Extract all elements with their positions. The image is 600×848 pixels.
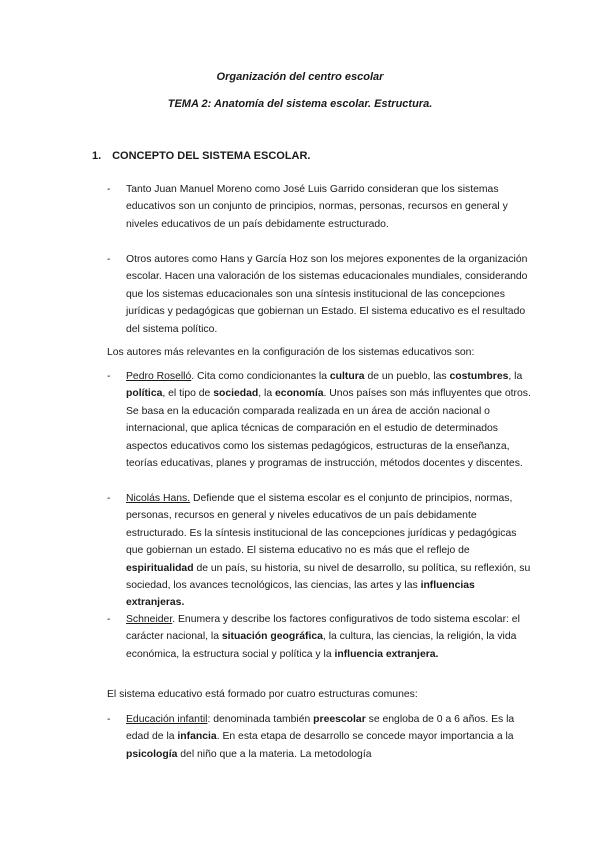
authors-intro: Los autores más relevantes en la configuración de los sistemas educativos son: [107,347,475,358]
bold-term: influencia extranjera. [334,648,439,660]
text-run: . En esta etapa de desarrollo se concede mayor importancia a la [216,731,514,743]
bold-term: preescolar [313,714,366,725]
list-dash: - [107,493,111,504]
text-run: , la cultura, las ciencias, la religión, la vida económica, la estructura social y política y la [126,631,517,660]
text-run: . Cita como condicionantes la [191,371,330,382]
bold-term: cultura [329,371,365,382]
list-dash: - [107,184,111,195]
list-item-text [126,711,532,763]
bold-term: situación geográfica [221,631,323,643]
text-run: , el tipo de [162,388,214,400]
author-rosello [107,368,532,472]
text-run: , la [508,371,523,382]
text-run: de un pueblo, las [364,371,450,382]
text-run: . Enumera y describe los factores configurativos de todo sistema escolar: el carácter nacional, la [126,614,520,643]
list-item-text [126,368,532,472]
list-item-text [126,611,532,663]
section-number: 1. [92,150,102,162]
author-hans [107,490,532,612]
list-item-text [126,490,532,612]
list-dash: - [107,254,111,265]
author-name: Nicolás Hans. [126,493,191,504]
author-name: Pedro Roselló [126,371,192,382]
bold-term: influencias extranjeras. [126,580,475,609]
section-heading [92,150,311,162]
list-item [107,181,532,233]
text-run: se engloba de 0 a 6 años. Es la edad de la [126,714,515,743]
text-run: : denominada también [207,714,314,725]
structure-name: Educación infantil [126,714,208,725]
text-run: del niño que a la materia. La metodología [177,748,372,760]
text-run: . Unos países son más influyentes que otros. Se basa en la educación comparada realizada en un área de acción nacional o internacional, que aplica técnicas de comparación en el estudio de determinados aspectos educativos como los sistemas pedagógicos, estructuras de la enseñanza, teorías educativas, planes y programas de instrucción, métodos docentes y discentes. [126,388,531,470]
bold-term: costumbres [449,371,509,382]
list-dash: - [107,371,111,382]
list-dash: - [107,614,111,625]
bold-term: economía [275,388,324,400]
course-title: Organización del centro escolar [216,71,384,83]
author-schneider [107,611,532,663]
section-title: CONCEPTO DEL SISTEMA ESCOLAR. [112,150,311,162]
list-item-text: Tanto Juan Manuel Moreno como José Luis Garrido consideran que los sistemas educativos son un conjunto de principios, normas, personas, recursos en general y niveles educativos de un país debidamente estructurado. [126,184,508,230]
bold-term: psicología [126,748,178,760]
bold-term: espiritualidad [126,562,194,574]
bold-term: política [126,388,163,400]
bold-term: sociedad [213,388,259,400]
text-run: de un país, su historia, su nivel de desarrollo, su política, su reflexión, su sociedad, los avances tecnológicos, las ciencias, las artes y las [126,562,531,592]
text-run: Defiende que el sistema escolar es el conjunto de principios, normas, personas, recursos en general y niveles educativos de un país debidamente estructurado. Es la síntesis institucional de las concepciones jurídicas y pedagógicas que gobiernan un estado. El sistema educativo no es más que el reflejo de [126,493,517,557]
structures-intro: El sistema educativo está formado por cuatro estructuras comunes: [107,689,418,700]
structure-infantil [107,711,532,763]
list-dash: - [107,714,111,725]
text-run: , la [258,388,276,400]
list-item-text: Otros autores como Hans y García Hoz son los mejores exponentes de la organización escolar. Hacen una valoración de los sistemas educacionales mundiales, considerando que los sistemas educacionales son una síntesis institucional de las concepciones jurídicas y pedagógicas que gobiernan un Estado. El sistema educativo es el resultado del sistema político. [126,254,528,335]
author-name: Schneider [126,614,173,625]
bold-term: infancia [177,731,217,743]
list-item [107,251,532,338]
topic-title: TEMA 2: Anatomía del sistema escolar. Estructura. [167,98,433,110]
